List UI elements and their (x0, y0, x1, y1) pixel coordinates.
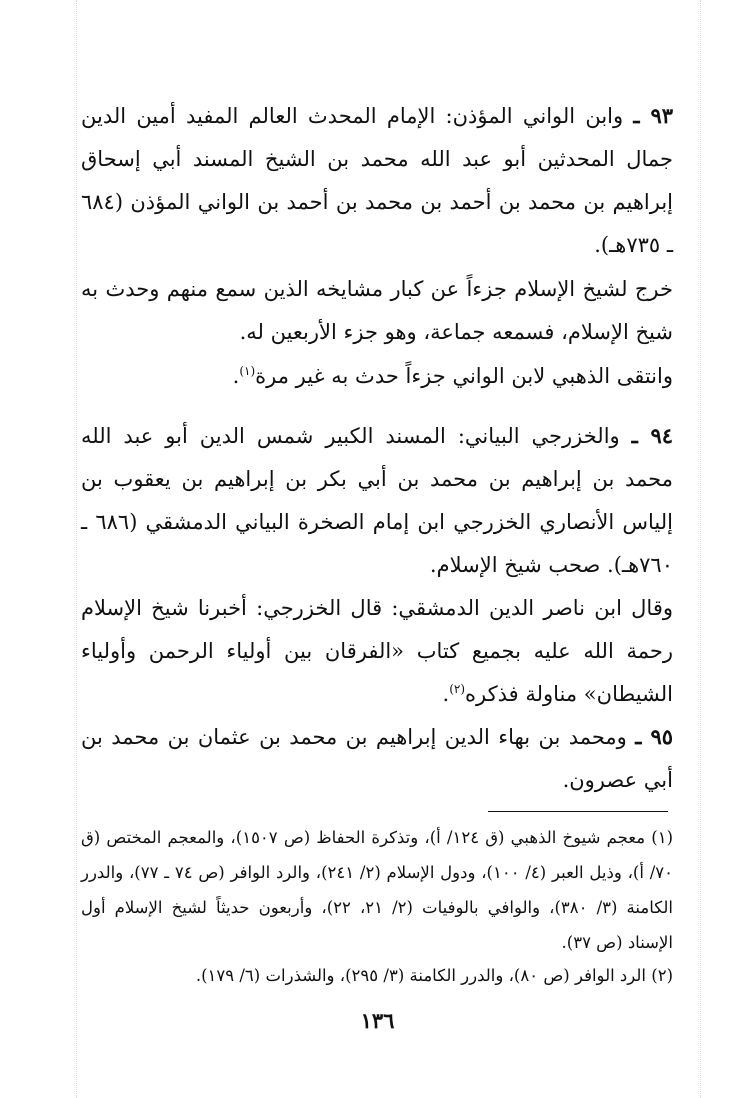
period: . (442, 682, 450, 706)
footnote-reference: (٢) (449, 682, 466, 696)
page-number: ١٣٦ (360, 1008, 395, 1033)
paragraph-text: وقال ابن ناصر الدين الدمشقي: قال الخزرجي: أخبرنا شيخ الإسلام رحمة الله عليه بجميع كتاب «الفرقان بين أولياء الرحمن وأولياء الشيطان» مناولة فذكره (81, 596, 673, 706)
paragraph-text: خرج لشيخ الإسلام جزءاً عن كبار مشايخه الذين سمع منهم وحدث به شيخ الإسلام، فسمعه جماعة، وهو جزء الأربعين له. (81, 277, 673, 344)
entry-text: وابن الواني المؤذن: الإمام المحدث العالم المفيد أمين الدين جمال المحدثين أبو عبد الله محمد بن الشيخ المسند أبي إسحاق إبراهيم بن محمد بن أحمد بن محمد بن أحمد بن الواني المؤذن (٦٨٤ ـ ٧٣٥هـ). (81, 104, 673, 257)
entry-text: ومحمد بن بهاء الدين إبراهيم بن محمد بن عثمان بن محمد بن أبي عصرون. (81, 725, 673, 792)
entry-number: ٩٥ ـ (635, 724, 673, 749)
period: . (232, 364, 240, 388)
paragraph (81, 587, 673, 716)
footnote-mark: (٢) (651, 966, 673, 985)
footnote-separator (488, 811, 668, 812)
footnote-mark: (١) (651, 828, 673, 847)
entry-number: ٩٤ ـ (631, 423, 673, 448)
footnote-reference: (١) (239, 364, 256, 378)
scan-guide-line (700, 0, 701, 1098)
entry-text: والخزرجي البياني: المسند الكبير شمس الدين أبو عبد الله محمد بن إبراهيم بن محمد بن أبي بكر بن إبراهيم بن يعقوب بن إلياس الأنصاري الخزرجي ابن إمام الصخرة البياني الدمشقي (٦٨٦ ـ ٧٦٠هـ). صحب شيخ الإسلام. (81, 424, 673, 577)
paragraph (81, 268, 673, 354)
footnote-text: الرد الوافر (ص ٨٠)، والدرر الكامنة (٣/ ٢٩٥)، والشذرات (٦/ ١٧٩). (195, 966, 646, 985)
footnote (81, 820, 673, 960)
entry-95 (81, 715, 673, 802)
entry-94 (81, 414, 673, 587)
scan-guide-line (76, 0, 77, 1098)
entry-93 (81, 94, 673, 267)
footnote (81, 958, 673, 993)
entry-number: ٩٣ ـ (633, 103, 673, 128)
paragraph-text: وانتقى الذهبي لابن الواني جزءاً حدث به غير مرة (255, 364, 673, 388)
footnote-text: معجم شيوخ الذهبي (ق ١٢٤/ أ)، وتذكرة الحفاظ (ص ١٥٠٧)، والمعجم المختص (ق ٧٠/ أ)، وذيل العبر (٤/ ١٠٠)، ودول الإسلام (٢/ ٢٤١)، والرد الوافر (ص ٧٤ ـ ٧٧)، والدرر الكامنة (٣/ ٣٨٠)، والوافي بالوفيات (٢/ ٢١، ٢٢)، وأربعون حديثاً لشيخ الإسلام أول الإسناد (ص ٣٧). (81, 828, 673, 952)
paragraph (81, 355, 673, 398)
